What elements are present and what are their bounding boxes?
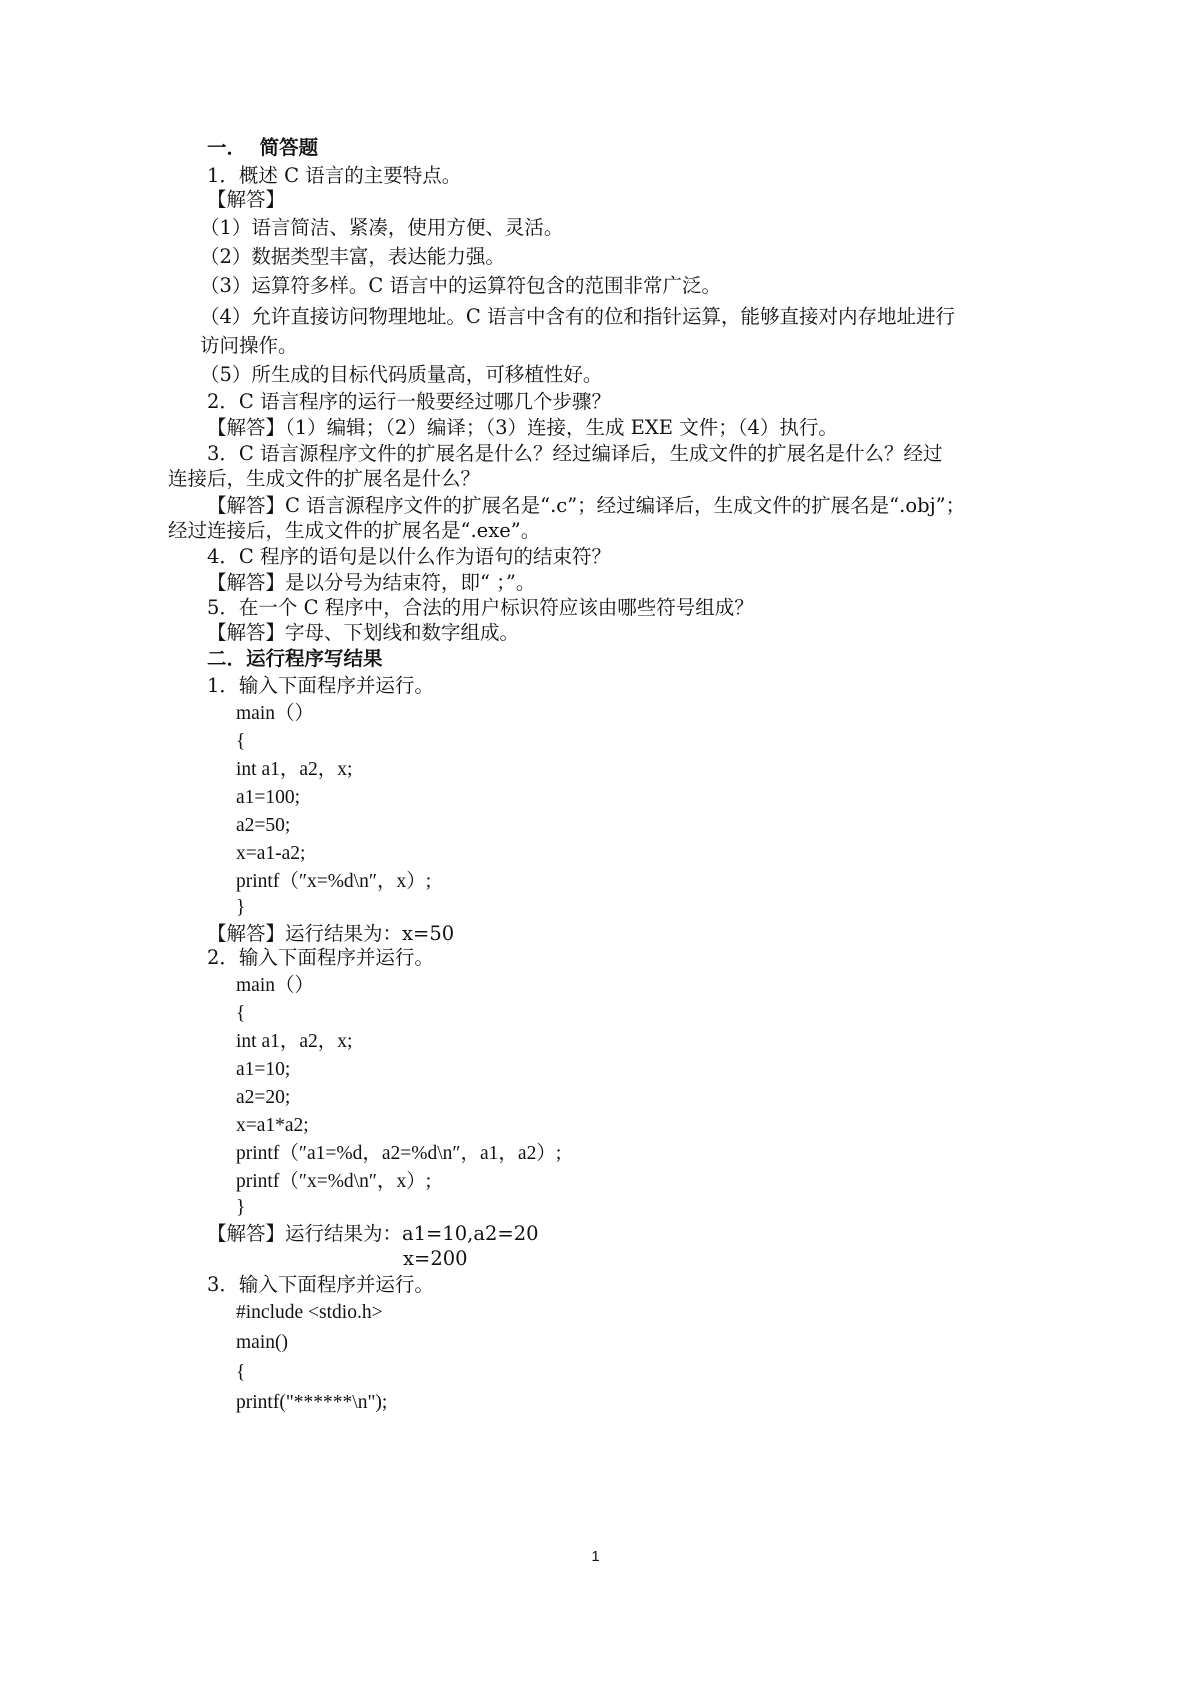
- program-answer: 【解答】运行结果为：a1=10,a2=20: [207, 1222, 539, 1245]
- question-1: 1．概述 C 语言的主要特点。: [207, 164, 462, 187]
- answer-point: （1）语言简洁、紧凑，使用方便、灵活。: [200, 216, 564, 239]
- code-line: #include <stdio.h>: [236, 1302, 383, 1323]
- question-3-cont: 连接后，生成文件的扩展名是什么？: [168, 467, 481, 490]
- code-line: main(): [236, 1332, 288, 1353]
- program-answer-cont: x=200: [403, 1247, 468, 1270]
- program-intro: 2．输入下面程序并运行。: [207, 946, 434, 969]
- question-5: 5．在一个 C 程序中，合法的用户标识符应该由哪些符号组成？: [207, 596, 754, 619]
- answer-point: （3）运算符多样。C 语言中的运算符包含的范围非常广泛。: [200, 274, 722, 297]
- section-heading: 一． 简答题: [207, 136, 319, 159]
- code-line: printf（″x=%d\n″，x）;: [236, 871, 432, 892]
- code-line: {: [236, 731, 246, 752]
- answer-point: （5）所生成的目标代码质量高，可移植性好。: [200, 363, 603, 386]
- question-4: 4．C 程序的语句是以什么作为语句的结束符？: [207, 545, 612, 568]
- code-line: printf（″a1=%d，a2=%d\n″，a1，a2）;: [236, 1143, 562, 1164]
- question-3: 3．C 语言源程序文件的扩展名是什么？经过编译后，生成文件的扩展名是什么？经过: [207, 442, 943, 465]
- program-intro: 1．输入下面程序并运行。: [207, 674, 434, 697]
- code-line: {: [236, 1362, 246, 1383]
- answer-point: （2）数据类型丰富，表达能力强。: [200, 245, 505, 268]
- answer-3-cont: 经过连接后，生成文件的扩展名是“.exe”。: [168, 519, 541, 542]
- answer-label: 【解答】: [207, 188, 286, 211]
- code-line: main（）: [236, 975, 314, 996]
- code-line: }: [236, 1197, 246, 1218]
- program-intro: 3．输入下面程序并运行。: [207, 1273, 434, 1296]
- answer-3: 【解答】C 语言源程序文件的扩展名是“.c”；经过编译后，生成文件的扩展名是“.obj”；: [207, 494, 966, 517]
- answer-5: 【解答】字母、下划线和数字组成。: [207, 621, 520, 644]
- code-line: a1=100;: [236, 787, 301, 808]
- code-line: int a1，a2，x;: [236, 1031, 353, 1052]
- code-line: int a1，a2，x;: [236, 759, 353, 780]
- code-line: a2=20;: [236, 1087, 291, 1108]
- code-line: printf（″x=%d\n″，x）;: [236, 1171, 432, 1192]
- answer-point: 访问操作。: [200, 334, 298, 357]
- code-line: a1=10;: [236, 1059, 291, 1080]
- page-number: 1: [591, 1548, 600, 1565]
- code-line: x=a1*a2;: [236, 1115, 309, 1136]
- section-heading: 二．运行程序写结果: [207, 647, 383, 670]
- code-line: a2=50;: [236, 815, 291, 836]
- answer-point: （4）允许直接访问物理地址。C 语言中含有的位和指针运算，能够直接对内存地址进行: [200, 305, 956, 328]
- question-2: 2．C 语言程序的运行一般要经过哪几个步骤？: [207, 390, 612, 413]
- code-line: x=a1-a2;: [236, 843, 306, 864]
- answer-2: 【解答】（1）编辑；（2）编译；（3）连接，生成 EXE 文件；（4）执行。: [207, 416, 838, 439]
- answer-4: 【解答】是以分号为结束符，即“ ；”。: [207, 571, 536, 594]
- code-line: {: [236, 1003, 246, 1024]
- code-line: }: [236, 897, 246, 918]
- code-line: main（）: [236, 703, 314, 724]
- code-line: printf("******\n");: [236, 1392, 388, 1413]
- program-answer: 【解答】运行结果为：x=50: [207, 922, 455, 945]
